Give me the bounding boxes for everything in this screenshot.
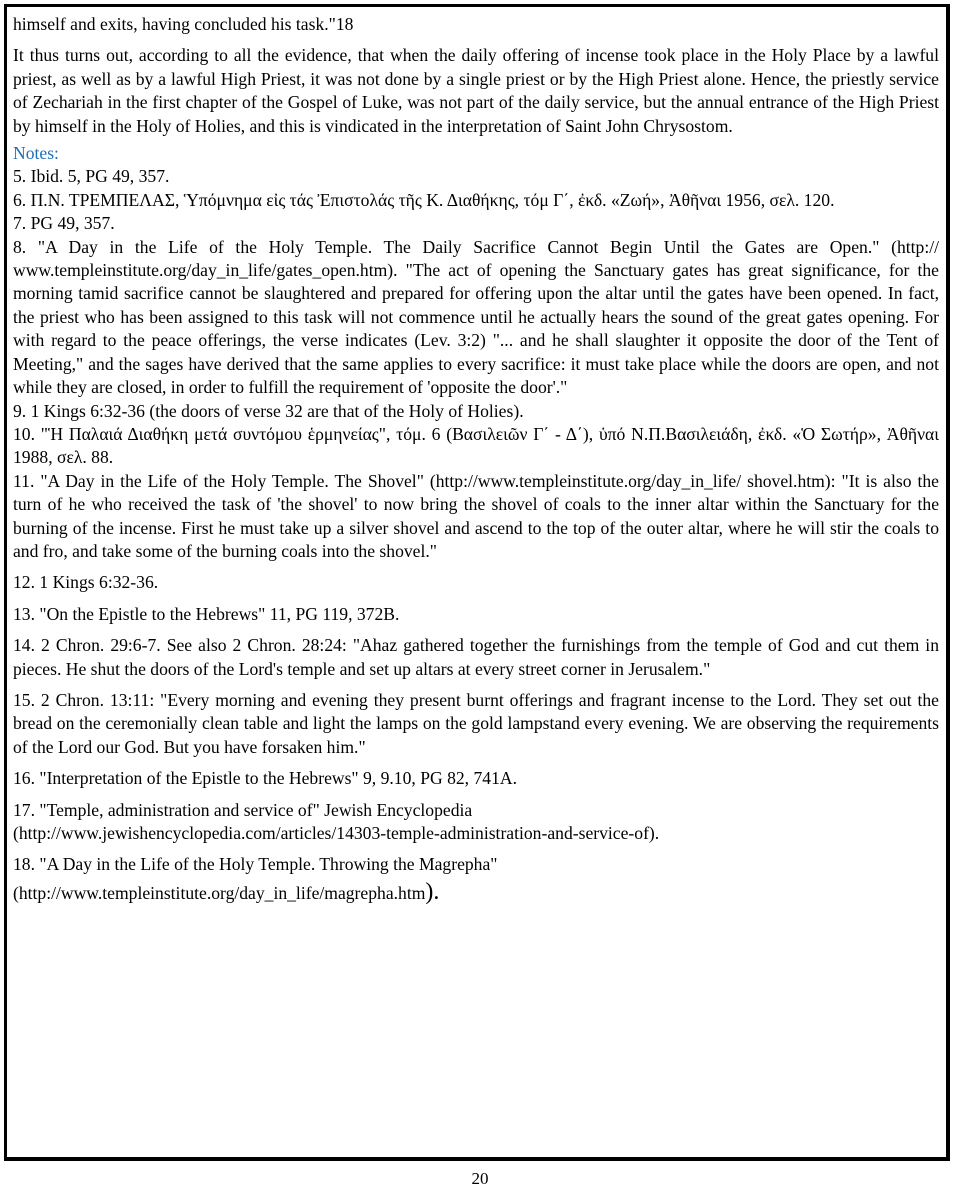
note-18-line-1: 18. "A Day in the Life of the Holy Temple. Throwing the Magrepha" bbox=[13, 854, 498, 875]
note-18-url: (http://www.templeinstitute.org/day_in_life/magrepha.htm bbox=[13, 882, 426, 903]
note-17 bbox=[13, 799, 939, 846]
note-8: 8. "A Day in the Life of the Holy Temple. The Daily Sacrifice Cannot Begin Until the Gates are Open." (http:// www.templeinstitute.org/day_in_life/gates_open.htm). "The act of opening the Sanctuary gates has great significance, for the morning tamid sacrifice cannot be slaughtered and prepared for offering upon the altar until the gates have been opened. In fact, the priest who has been assigned to this task will not commence until he actually hears the sound of the great gates opening. For with regard to the peace offerings, the verse indicates (Lev. 3:2) "... and he shall slaughter it opposite the door of the Tent of Meeting," and the sages have derived that the same applies to every sacrifice: it must take place while the doors are open, and not while they are closed, in order to fulfill the requirement of 'opposite the door'." bbox=[13, 236, 939, 398]
note-11: 11. "A Day in the Life of the Holy Temple. The Shovel" (http://www.templeinstitute.org/day_in_life/ shovel.htm): "It is also the turn of he who received the task of 'the shovel' to now bring the shovel of coals to the inner altar within the Sanctuary for the burning of the incense. First he must take up a silver shovel and ascend to the top of the outer altar, where he will stir the coals to and fro, and take some of the burning coals into the shovel." bbox=[13, 470, 939, 561]
note-15: 15. 2 Chron. 13:11: "Every morning and evening they present burnt offerings and fragrant incense to the Lord. They set out the bread on the ceremonially clean table and light the lamps on the gold lampstand every evening. We are observing the requirements of the Lord our God. But you have forsaken him." bbox=[13, 689, 939, 757]
page-number: 20 bbox=[471, 1169, 489, 1188]
note-9: 9. 1 Kings 6:32-36 (the doors of verse 32 are that of the Holy of Holies). bbox=[13, 400, 524, 421]
note-17-line-1: 17. "Temple, administration and service of" Jewish Encyclopedia bbox=[13, 799, 473, 820]
note-7: 7. PG 49, 357. bbox=[13, 213, 115, 234]
note-18-close: ). bbox=[425, 878, 440, 905]
continuation-line: himself and exits, having concluded his task."18 bbox=[13, 14, 354, 34]
note-18-line-2 bbox=[13, 878, 939, 905]
note-14: 14. 2 Chron. 29:6-7. See also 2 Chron. 28:24: "Ahaz gathered together the furnishings from the temple of God and cut them in pieces. He shut the doors of the Lord's temple and set up altars at every street corner in Jerusalem." bbox=[13, 635, 939, 679]
note-18 bbox=[13, 853, 939, 905]
note-16: 16. "Interpretation of the Epistle to the Hebrews" 9, 9.10, PG 82, 741A. bbox=[13, 768, 517, 789]
note-17-line-2: (http://www.jewishencyclopedia.com/articles/14303-temple-administration-and-service-of). bbox=[13, 823, 660, 843]
note-13: 13. "On the Epistle to the Hebrews" 11, PG 119, 372B. bbox=[13, 603, 400, 624]
notes-heading: Notes: bbox=[13, 143, 59, 164]
note-5: 5. Ibid. 5, PG 49, 357. bbox=[13, 166, 170, 187]
note-12: 12. 1 Kings 6:32-36. bbox=[13, 572, 159, 593]
main-paragraph: It thus turns out, according to all the evidence, that when the daily offering of incense took place in the Holy Place by a lawful priest, as well as by a lawful High Priest, it was not done by a single priest or by the High Priest alone. Hence, the priestly service of Zechariah in the first chapter of the Gospel of Luke, was not part of the daily service, but the annual entrance of the High Priest by himself in the Holy of Holies, and this is vindicated in the interpretation of Saint John Chrysostom. bbox=[13, 45, 939, 136]
note-10: 10. "Ἡ Παλαιά Διαθήκη μετά συντόμου ἑρμηνείας", τόμ. 6 (Βασιλειῶν Γ΄ - Δ΄), ὑπό Ν.Π.Βασιλειάδη, ἐκδ. «Ὁ Σωτήρ», Ἀθῆναι 1988, σελ. 88. bbox=[13, 423, 939, 468]
page-frame bbox=[4, 4, 950, 1161]
note-6: 6. Π.Ν. ΤΡΕΜΠΕΛΑΣ, Ὑπόμνημα εἰς τάς Ἐπιστολάς τῆς Κ. Διαθήκης, τόμ Γ΄, ἐκδ. «Ζωή», Ἀθῆναι 1956, σελ. 120. bbox=[13, 189, 835, 210]
